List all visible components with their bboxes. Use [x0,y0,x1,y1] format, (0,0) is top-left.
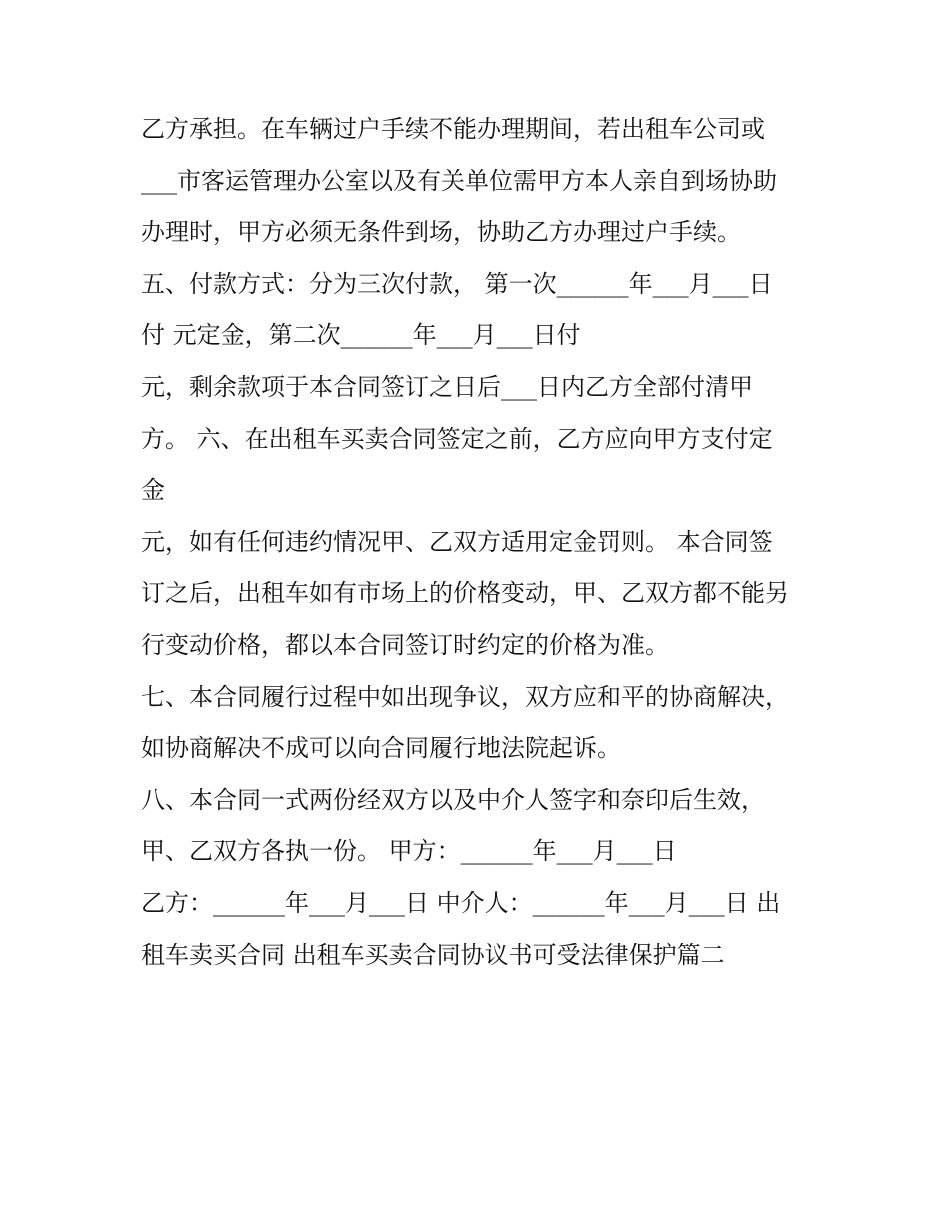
text-line: 乙方：______年___月___日 中介人：______年___月___日 出 [141,888,781,917]
text-line: 订之后，出租车如有市场上的价格变动，甲、乙双方都不能另 [141,579,789,608]
text-line: 乙方承担。在车辆过户手续不能办理期间，若出租车公司或 [141,115,765,143]
text-line: 五、付款方式：分为三次付款， 第一次______年___月___日 [141,269,773,298]
text-line: 八、本合同一式两份经双方以及中介人签字和奈印后生效， [141,785,765,814]
text-line: 付 元定金，第二次______年___月___日付 [141,321,581,350]
text-line: 金 [141,476,165,505]
text-line: 方。 六、在出租车买卖合同签定之前，乙方应向甲方支付定 [141,424,773,453]
text-line: 甲、乙双方各执一份。 甲方：______年___月___日 [141,837,677,866]
text-line: 元，剩余款项于本合同签订之日后___日内乙方全部付清甲 [141,372,753,401]
text-line: 行变动价格，都以本合同签订时约定的价格为准。 [141,630,669,659]
text-line: 如协商解决不成可以向合同履行地法院起诉。 [141,734,621,763]
text-line: 租车卖买合同 出租车买卖合同协议书可受法律保护篇二 [141,940,725,969]
text-line: 元，如有任何违约情况甲、乙双方适用定金罚则。 本合同签 [141,527,773,556]
text-line: 办理时，甲方必须无条件到场，协助乙方办理过户手续。 [141,218,741,247]
text-line: 七、本合同履行过程中如出现争议，双方应和平的协商解决， [141,682,789,711]
text-line: ___市客运管理办公室以及有关单位需甲方本人亲自到场协助 [141,166,777,195]
document-body [141,104,841,981]
